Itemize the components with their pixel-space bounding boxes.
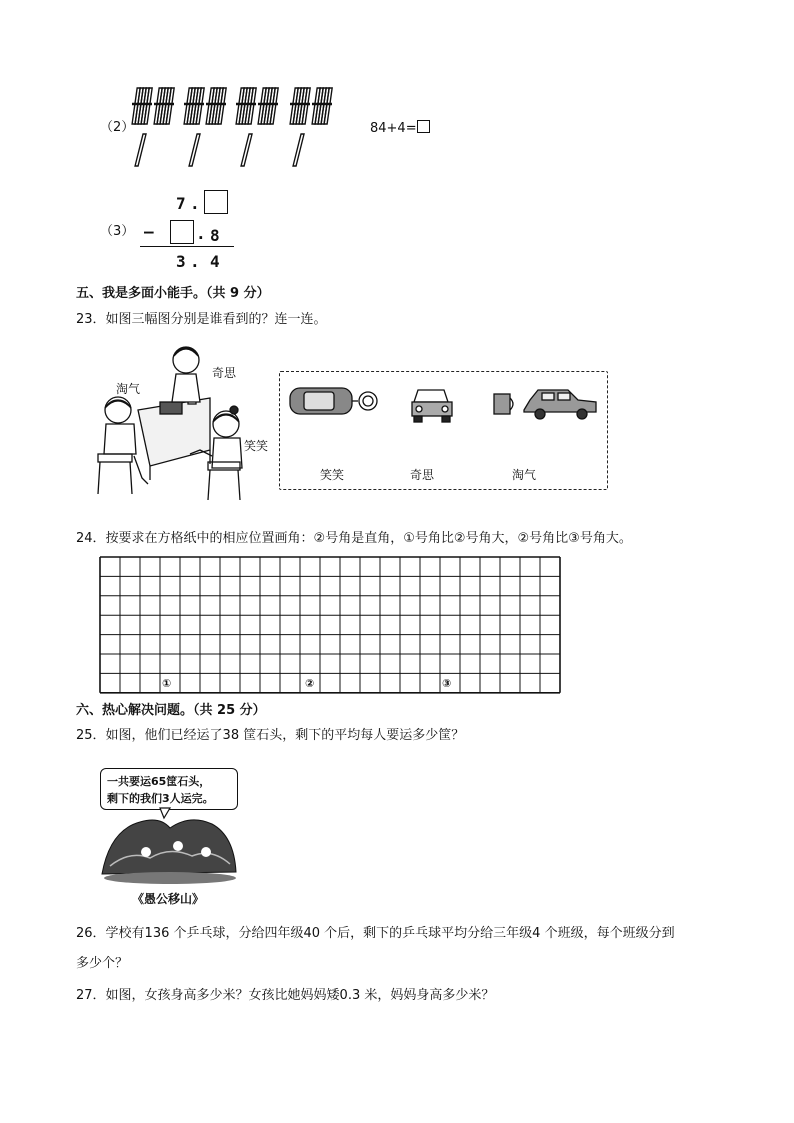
speech-bubble bbox=[100, 768, 238, 810]
minus-sign: — bbox=[144, 222, 154, 241]
stick-bundle bbox=[290, 88, 310, 124]
top-digit: 7 bbox=[176, 194, 186, 213]
square-grid-paper[interactable] bbox=[99, 556, 561, 696]
question-27: 27．如图，女孩身高多少米？女孩比她妈妈矮0.3 米，妈妈身高多少米？ bbox=[76, 988, 495, 1003]
equation-84-plus-4 bbox=[370, 120, 430, 137]
front-view-car bbox=[412, 390, 452, 422]
result-integer: 3 bbox=[176, 252, 186, 271]
middle-digit: 8 bbox=[210, 226, 220, 245]
question-24: 24．按要求在方格纸中的相应位置画角：②号角是直角，①号角比②号角大，②号角比③号角大。 bbox=[76, 531, 632, 546]
blank-box-middle[interactable] bbox=[170, 220, 194, 244]
decimal-point: . bbox=[196, 224, 206, 243]
stick-bundle bbox=[258, 88, 278, 124]
result-line bbox=[140, 246, 234, 247]
illustration-caption: 《愚公移山》 bbox=[132, 892, 205, 906]
caption-view-1: 笑笑 bbox=[320, 468, 345, 482]
bubble-line-1: 一共要运65筐石头， bbox=[107, 775, 211, 788]
question-26-line-2: 多少个？ bbox=[76, 956, 129, 971]
answer-box[interactable] bbox=[417, 120, 430, 133]
question-26-line-1: 26．学校有136 个乒乓球，分给四年级40 个后，剩下的乒乓球平均分给三年级4 个班级，每个班级分到 bbox=[76, 926, 675, 941]
single-stick bbox=[293, 134, 304, 166]
label-taoqi: 淘气 bbox=[116, 382, 141, 396]
single-stick bbox=[241, 134, 252, 166]
caption-view-2: 奇思 bbox=[410, 468, 435, 482]
decimal-point: . bbox=[190, 194, 200, 213]
stick-bundle bbox=[206, 88, 226, 124]
stick-bundle bbox=[236, 88, 256, 124]
vertical-subtraction bbox=[140, 188, 240, 278]
blank-box-top[interactable] bbox=[204, 190, 228, 214]
result-decimal: 4 bbox=[210, 252, 220, 271]
stick-bundle bbox=[154, 88, 174, 124]
side-view-cup-car bbox=[494, 390, 596, 419]
caption-view-3: 淘气 bbox=[512, 468, 537, 482]
part-3-label: （3） bbox=[100, 224, 135, 239]
label-qisi: 奇思 bbox=[212, 366, 237, 380]
grid-marker-2: ② bbox=[305, 677, 315, 690]
stick-bundle bbox=[312, 88, 332, 124]
section-5-heading: 五、我是多面小能手。（共 9 分） bbox=[76, 286, 270, 301]
stick-bundle bbox=[132, 88, 152, 124]
question-25: 25．如图，他们已经运了38 筐石头，剩下的平均每人要运多少筐？ bbox=[76, 728, 465, 743]
label-xiaoxiao: 笑笑 bbox=[244, 439, 269, 453]
stick-bundle bbox=[184, 88, 204, 124]
views-illustration bbox=[286, 380, 604, 430]
single-stick bbox=[135, 134, 146, 166]
section-6-heading: 六、热心解决问题。（共 25 分） bbox=[76, 703, 266, 718]
question-23: 23．如图三幅图分别是谁看到的？连一连。 bbox=[76, 312, 327, 327]
equation-text: 84+4= bbox=[370, 121, 417, 136]
grid-marker-3: ③ bbox=[442, 677, 452, 690]
part-2-label: （2） bbox=[100, 120, 135, 135]
decimal-point: . bbox=[190, 252, 200, 271]
mountain-moving-illustration bbox=[100, 806, 240, 886]
children-table-scene bbox=[90, 338, 280, 508]
stick-bundles-illustration bbox=[128, 82, 348, 172]
grid-marker-1: ① bbox=[162, 677, 172, 690]
single-stick bbox=[189, 134, 200, 166]
bubble-line-2: 剩下的我们3人运完。 bbox=[107, 792, 214, 805]
top-view-car-cup bbox=[290, 388, 377, 414]
